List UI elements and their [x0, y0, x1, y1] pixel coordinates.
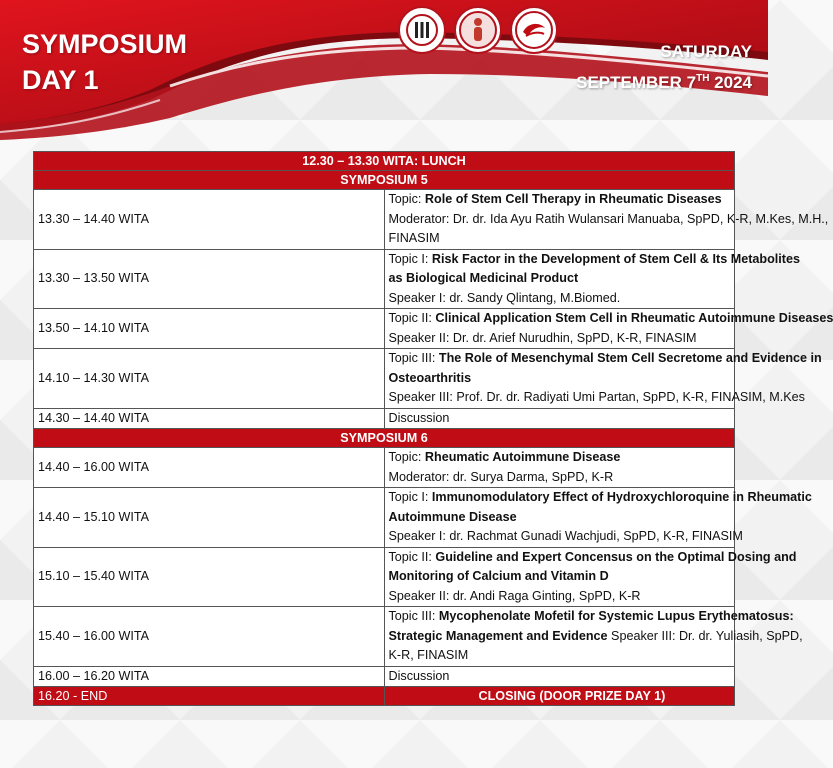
- discussion-cell: Discussion: [384, 408, 735, 429]
- time-cell: 14.30 – 14.40 WITA: [34, 408, 385, 429]
- time-cell: 13.30 – 14.40 WITA: [34, 190, 385, 250]
- symposium-6-header: SYMPOSIUM 6: [34, 429, 735, 448]
- table-row: [34, 666, 735, 687]
- rheumatology-association-logo: [510, 6, 558, 54]
- schedule-table: [33, 151, 833, 706]
- title-line2: DAY 1: [22, 65, 99, 95]
- papdi-logo: [398, 6, 446, 54]
- event-full-date: SEPTEMBER 7TH 2024: [576, 73, 752, 92]
- session-detail: Topic II: Clinical Application Stem Cell in Rheumatic Autoimmune Diseases Speaker II: Dr. dr. Arief Nurudhin, SpPD, K-R, FINASIM: [384, 309, 735, 349]
- table-row: [34, 190, 735, 250]
- table-row: [34, 448, 735, 488]
- table-row: [34, 249, 735, 309]
- closing-time: 16.20 - END: [34, 687, 385, 706]
- symposium-5-header: SYMPOSIUM 5: [34, 171, 735, 190]
- time-cell: 14.40 – 16.00 WITA: [34, 448, 385, 488]
- lunch-band: 12.30 – 13.30 WITA: LUNCH: [34, 152, 735, 171]
- time-cell: 15.10 – 15.40 WITA: [34, 547, 385, 607]
- event-date: [576, 38, 752, 96]
- event-day: SATURDAY: [660, 42, 752, 61]
- session-detail: Topic III: The Role of Mesenchymal Stem Cell Secretome and Evidence in Osteoarthritis Speaker III: Prof. Dr. dr. Radiyati Umi Partan, SpPD, K-R, FINASIM, M.Kes: [384, 349, 735, 409]
- table-row: [34, 309, 735, 349]
- table-row: [34, 488, 735, 548]
- page-title: [22, 26, 187, 98]
- session-detail: Topic I: Risk Factor in the Development of Stem Cell & Its Metabolites as Biological Medicinal Product Speaker I: dr. Sandy Qlintang, M.Biomed.: [384, 249, 735, 309]
- table-row: [34, 349, 735, 409]
- time-cell: 13.30 – 13.50 WITA: [34, 249, 385, 309]
- closing-label: CLOSING (DOOR PRIZE DAY 1): [384, 687, 735, 706]
- discussion-cell: Discussion: [384, 666, 735, 687]
- time-cell: 16.00 – 16.20 WITA: [34, 666, 385, 687]
- table-row: [34, 408, 735, 429]
- session-detail: Topic: Rheumatic Autoimmune Disease Moderator: dr. Surya Darma, SpPD, K-R: [384, 448, 735, 488]
- time-cell: 14.40 – 15.10 WITA: [34, 488, 385, 548]
- time-cell: 13.50 – 14.10 WITA: [34, 309, 385, 349]
- logo-group: [398, 6, 558, 54]
- session-detail: Topic I: Immunomodulatory Effect of Hydroxychloroquine in Rheumatic Autoimmune Disease Speaker I: dr. Rachmat Gunadi Wachjudi, SpPD, K-R, FINASIM: [384, 488, 735, 548]
- session-detail: Topic: Role of Stem Cell Therapy in Rheumatic Diseases Moderator: Dr. dr. Ida Ayu Ratih Wulansari Manuaba, SpPD, K-R, M.Kes, M.H., FINASIM: [384, 190, 735, 250]
- table-row: [34, 547, 735, 607]
- title-line1: SYMPOSIUM: [22, 29, 188, 59]
- session-detail: Topic II: Guideline and Expert Concensus on the Optimal Dosing and Monitoring of Calcium and Vitamin D Speaker II: dr. Andi Raga Ginting, SpPD, K-R: [384, 547, 735, 607]
- closing-row: [34, 687, 735, 706]
- session-detail: Topic III: Mycophenolate Mofetil for Systemic Lupus Erythematosus: Strategic Management and Evidence Speaker III: Dr. dr. Yuliasih, SpPD, K-R, FINASIM: [384, 607, 735, 667]
- time-cell: 15.40 – 16.00 WITA: [34, 607, 385, 667]
- table-row: [34, 607, 735, 667]
- society-seal-logo: [454, 6, 502, 54]
- time-cell: 14.10 – 14.30 WITA: [34, 349, 385, 409]
